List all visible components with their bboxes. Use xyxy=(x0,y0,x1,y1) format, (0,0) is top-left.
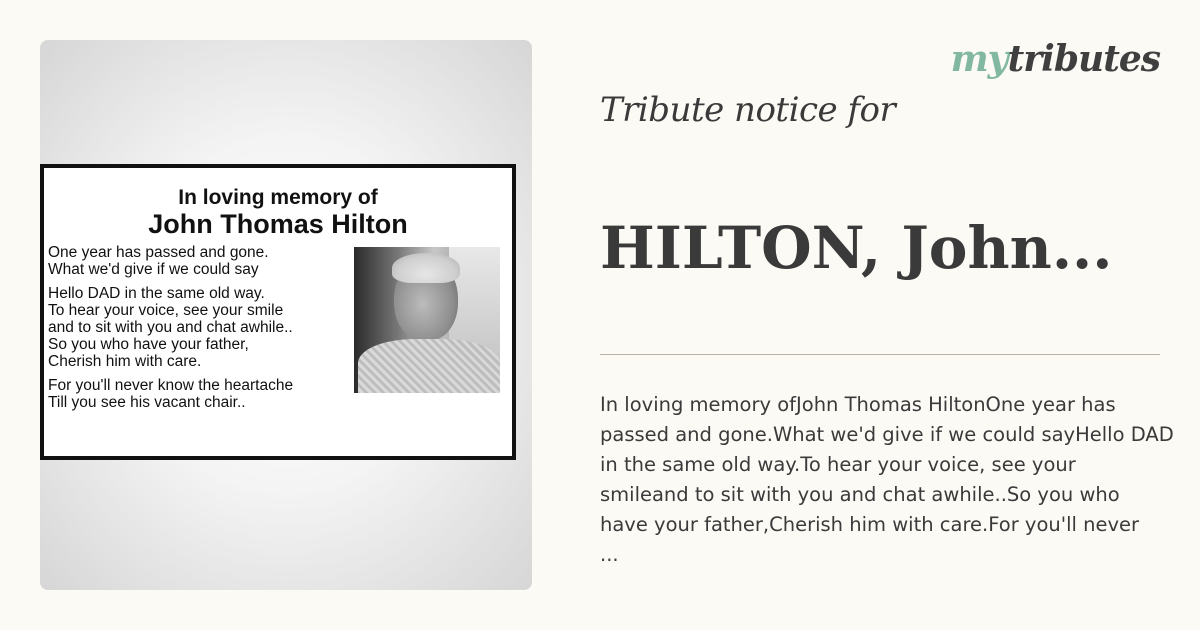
poem-line: and to sit with you and chat awhile.. xyxy=(48,319,293,336)
page-subtitle: Tribute notice for xyxy=(600,90,896,130)
page-title: HILTON, John... xyxy=(600,214,1113,282)
tribute-excerpt xyxy=(600,390,1185,570)
poem-stanza xyxy=(48,285,358,370)
logo-tributes: tributes xyxy=(1007,38,1160,80)
portrait-photo xyxy=(354,247,500,393)
excerpt-line: In loving memory ofJohn Thomas HiltonOne year has xyxy=(600,393,1116,416)
poem-line: Cherish him with care. xyxy=(48,353,202,370)
poem-stanza xyxy=(48,377,358,411)
divider xyxy=(600,354,1160,355)
excerpt-line: passed and gone.What we'd give if we could sayHello DAD xyxy=(600,423,1174,446)
excerpt-line: have your father,Cherish him with care.For you'll never xyxy=(600,513,1140,536)
excerpt-line: smileand to sit with you and chat awhile..So you who xyxy=(600,483,1120,506)
poem-line: Hello DAD in the same old way. xyxy=(48,285,265,302)
tribute-notice-image xyxy=(40,40,532,590)
poem-line: One year has passed and gone. xyxy=(48,244,269,261)
portrait-shirt xyxy=(358,339,500,393)
poem-stanza xyxy=(48,244,358,278)
poem-line: To hear your voice, see your smile xyxy=(48,302,284,319)
notice-name: John Thomas Hilton xyxy=(148,209,408,239)
logo-my: my xyxy=(950,38,1008,80)
poem-line: Till you see his vacant chair.. xyxy=(48,394,246,411)
mytributes-logo[interactable] xyxy=(951,38,1160,80)
notice-poem xyxy=(48,244,358,418)
poem-line: What we'd give if we could say xyxy=(48,261,259,278)
newspaper-notice xyxy=(40,164,516,460)
poem-line: For you'll never know the heartache xyxy=(48,377,294,394)
notice-heading: In loving memory of xyxy=(178,186,378,209)
poem-line: So you who have your father, xyxy=(48,336,249,353)
excerpt-line: ... xyxy=(600,543,619,566)
portrait-hair xyxy=(392,253,460,283)
excerpt-line: in the same old way.To hear your voice, see your xyxy=(600,453,1076,476)
